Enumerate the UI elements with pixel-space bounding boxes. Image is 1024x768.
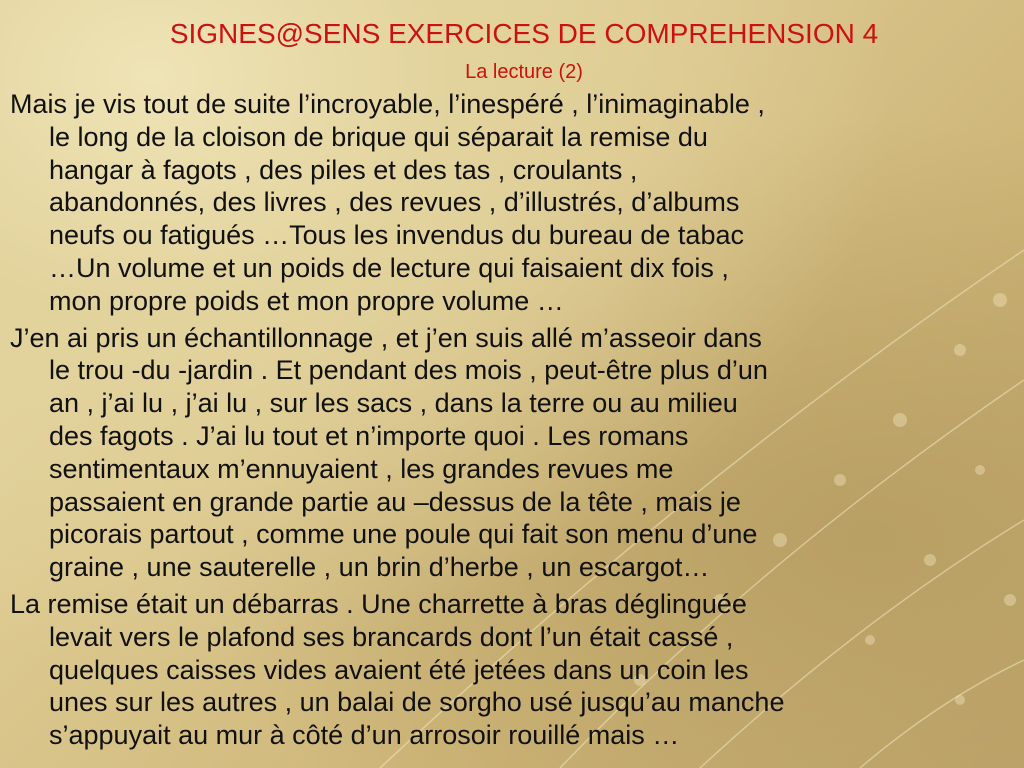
text-line: picorais partout , comme une poule qui fait son menu d’une <box>49 519 758 550</box>
text-line: mon propre poids et mon propre volume … <box>49 285 564 316</box>
text-line: an , j’ai lu , j’ai lu , sur les sacs , dans la terre ou au milieu <box>49 388 738 419</box>
text-line: quelques caisses vides avaient été jetées dans un coin les <box>49 654 749 685</box>
text-line: des fagots . J’ai lu tout et n’importe quoi . Les romans <box>49 420 689 451</box>
text-line: le long de la cloison de brique qui séparait la remise du <box>49 121 708 152</box>
slide-title: SIGNES@SENS EXERCICES DE COMPREHENSION 4 <box>169 18 879 49</box>
paragraph-3 <box>10 588 1010 752</box>
text-line: passaient en grande partie au –dessus de la tête , mais je <box>49 486 741 517</box>
text-line: hangar à fagots , des piles et des tas , croulants , <box>49 154 638 185</box>
text-line: La remise était un débarras . Une charrette à bras déglinguée <box>10 588 747 619</box>
paragraph-1 <box>10 88 1010 318</box>
body-text <box>10 88 1010 756</box>
text-line: J’en ai pris un échantillonnage , et j’en suis allé m’asseoir dans <box>10 322 762 353</box>
text-line: Mais je vis tout de suite l’incroyable, l’inespéré , l’inimaginable , <box>10 89 765 119</box>
text-line: …Un volume et un poids de lecture qui faisaient dix fois , <box>49 252 729 283</box>
slide-subtitle: La lecture (2) <box>465 61 583 83</box>
text-line: levait vers le plafond ses brancards dont l’un était cassé , <box>49 621 734 652</box>
paragraph-2 <box>10 322 1010 584</box>
text-line: sentimentaux m’ennuyaient , les grandes revues me <box>49 453 674 484</box>
text-line: neufs ou fatigués …Tous les invendus du bureau de tabac <box>49 220 744 251</box>
text-line: graine , une sauterelle , un brin d’herbe , un escargot… <box>49 552 710 583</box>
text-line: unes sur les autres , un balai de sorgho usé jusqu’au manche <box>49 687 785 718</box>
text-line: s’appuyait au mur à côté d’un arrosoir rouillé mais … <box>49 720 680 751</box>
text-line: le trou -du -jardin . Et pendant des mois , peut-être plus d’un <box>49 355 768 386</box>
text-line: abandonnés, des livres , des revues , d’illustrés, d’albums <box>49 187 740 218</box>
